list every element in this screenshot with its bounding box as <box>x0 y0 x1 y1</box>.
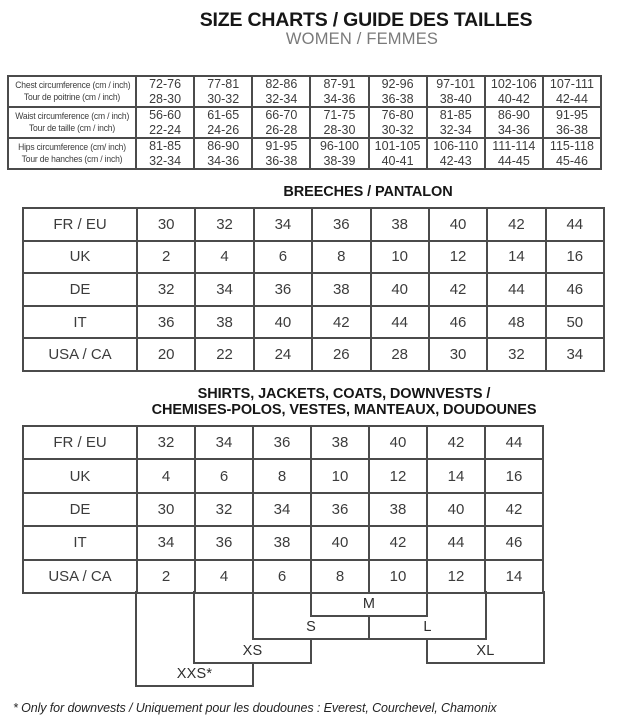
inch-range: 36-38 <box>555 122 588 137</box>
page-title: SIZE CHARTS / GUIDE DES TAILLES <box>199 9 533 31</box>
size-cell: 8 <box>311 560 369 593</box>
size-row-label: UK <box>23 459 137 492</box>
bracket-line-v <box>193 615 195 641</box>
size-cell: 38 <box>371 208 429 241</box>
size-cell: 50 <box>546 306 604 339</box>
size-cell: 4 <box>195 241 253 274</box>
size-cell: 6 <box>253 560 311 593</box>
size-cell: 42 <box>485 493 543 526</box>
size-cell: 36 <box>137 306 195 339</box>
size-row <box>23 560 543 593</box>
size-cell: 44 <box>546 208 604 241</box>
measurement-cell <box>543 107 601 138</box>
size-row <box>23 526 543 559</box>
inch-range: 32-34 <box>149 153 182 168</box>
size-cell: 34 <box>195 426 253 459</box>
cm-range: 91-95 <box>555 108 588 122</box>
size-brackets-diagram <box>0 592 624 690</box>
measurement-cell <box>252 107 310 138</box>
shirts-heading-line2: CHEMISES-POLOS, VESTES, MANTEAUX, DOUDOUNES <box>151 402 537 418</box>
size-cell: 12 <box>429 241 487 274</box>
bracket-line-v <box>310 638 312 664</box>
measurement-row-label <box>8 76 136 107</box>
size-cell: 28 <box>371 338 429 371</box>
size-cell: 10 <box>369 560 427 593</box>
size-cell: 14 <box>427 459 485 492</box>
size-cell: 44 <box>371 306 429 339</box>
measurement-cell <box>543 138 601 169</box>
measurement-cell <box>310 138 368 169</box>
inch-range: 32-34 <box>265 91 298 106</box>
size-cell: 6 <box>254 241 312 274</box>
size-cell: 30 <box>137 493 195 526</box>
size-row-label: FR / EU <box>23 426 137 459</box>
measurement-cell <box>194 138 252 169</box>
cm-range: 82-86 <box>265 77 298 91</box>
row-label-fr: Tour de taille (cm / inch) <box>28 122 116 134</box>
size-cell: 44 <box>485 426 543 459</box>
size-cell: 24 <box>254 338 312 371</box>
size-cell: 2 <box>137 241 195 274</box>
bracket-line-v <box>252 615 254 641</box>
size-row <box>23 273 604 306</box>
size-cell: 4 <box>137 459 195 492</box>
measurement-cell <box>310 107 368 138</box>
size-cell: 2 <box>137 560 195 593</box>
inch-range: 42-44 <box>555 91 588 106</box>
size-cell: 34 <box>195 273 253 306</box>
size-cell: 34 <box>254 208 312 241</box>
inch-range: 30-32 <box>207 91 240 106</box>
size-bracket-label-l: L <box>423 619 432 636</box>
measurement-cell <box>252 76 310 107</box>
size-cell: 22 <box>195 338 253 371</box>
size-row <box>23 208 604 241</box>
measurement-cell <box>543 76 601 107</box>
bracket-line-h <box>135 685 254 687</box>
size-cell: 40 <box>311 526 369 559</box>
measurement-cell <box>136 138 194 169</box>
size-row-label: IT <box>23 526 137 559</box>
size-cell: 48 <box>487 306 545 339</box>
inch-range: 36-38 <box>265 153 298 168</box>
cm-range: 81-85 <box>439 108 472 122</box>
size-cell: 40 <box>427 493 485 526</box>
measurement-cell <box>369 107 427 138</box>
size-cell: 38 <box>369 493 427 526</box>
size-row <box>23 338 604 371</box>
size-cell: 38 <box>195 306 253 339</box>
cm-range: 101-105 <box>374 139 421 153</box>
bracket-line-v <box>252 662 254 688</box>
cm-range: 66-70 <box>265 108 298 122</box>
bracket-line-v <box>252 591 254 617</box>
size-cell: 46 <box>485 526 543 559</box>
size-cell: 12 <box>369 459 427 492</box>
size-cell: 40 <box>371 273 429 306</box>
size-cell: 20 <box>137 338 195 371</box>
bracket-line-v <box>543 615 545 641</box>
cm-range: 97-101 <box>436 77 476 91</box>
footnote: * Only for downvests / Uniquement pour les doudounes : Everest, Courchevel, Chamonix <box>13 701 497 715</box>
size-cell: 44 <box>427 526 485 559</box>
measurement-cell <box>194 76 252 107</box>
size-cell: 32 <box>195 208 253 241</box>
cm-range: 96-100 <box>319 139 359 153</box>
size-bracket-label-xxs: XXS* <box>176 666 213 683</box>
row-label-en: Waist circumference (cm / inch) <box>15 110 130 122</box>
measurement-row <box>8 138 601 169</box>
inch-range: 22-24 <box>149 122 182 137</box>
bracket-line-v <box>135 662 137 688</box>
size-cell: 14 <box>487 241 545 274</box>
cm-range: 87-91 <box>323 77 356 91</box>
size-cell: 32 <box>137 426 195 459</box>
size-cell: 42 <box>487 208 545 241</box>
inch-range: 38-39 <box>323 153 356 168</box>
measurement-cell <box>136 107 194 138</box>
size-cell: 34 <box>137 526 195 559</box>
inch-range: 34-36 <box>207 153 240 168</box>
size-cell: 44 <box>487 273 545 306</box>
size-cell: 36 <box>195 526 253 559</box>
size-cell: 46 <box>546 273 604 306</box>
measurement-cell <box>485 76 543 107</box>
row-label-en: Hips circumference (cm/ inch) <box>18 141 126 153</box>
bracket-line-v <box>135 615 137 641</box>
size-cell: 40 <box>254 306 312 339</box>
shirts-heading-line1: SHIRTS, JACKETS, COATS, DOWNVESTS / <box>197 386 491 402</box>
shirts-table <box>22 425 544 594</box>
size-row <box>23 493 543 526</box>
inch-range: 24-26 <box>207 122 240 137</box>
measurement-row <box>8 76 601 107</box>
bracket-line-v <box>368 615 370 641</box>
size-row-label: USA / CA <box>23 338 137 371</box>
size-cell: 36 <box>312 208 370 241</box>
bracket-line-v <box>543 591 545 617</box>
size-cell: 30 <box>137 208 195 241</box>
measurement-row <box>8 107 601 138</box>
cm-range: 111-114 <box>492 139 536 153</box>
cm-range: 72-76 <box>149 77 182 91</box>
bracket-line-v <box>193 638 195 664</box>
size-row <box>23 426 543 459</box>
bracket-line-v <box>310 591 312 617</box>
cm-range: 86-90 <box>497 108 530 122</box>
measurement-cell <box>485 107 543 138</box>
size-cell: 34 <box>253 493 311 526</box>
inch-range: 36-38 <box>381 91 414 106</box>
size-cell: 46 <box>429 306 487 339</box>
size-bracket-label-xl: XL <box>476 642 495 659</box>
cm-range: 76-80 <box>381 108 414 122</box>
inch-range: 45-46 <box>555 153 588 168</box>
inch-range: 32-34 <box>439 122 472 137</box>
page-subtitle: WOMEN / FEMMES <box>285 30 439 48</box>
cm-range: 92-96 <box>381 77 414 91</box>
size-cell: 36 <box>253 426 311 459</box>
measurement-row-label <box>8 107 136 138</box>
size-cell: 38 <box>311 426 369 459</box>
size-cell: 36 <box>254 273 312 306</box>
cm-range: 91-95 <box>265 139 298 153</box>
size-bracket-label-xs: XS <box>242 642 263 659</box>
size-cell: 32 <box>195 493 253 526</box>
bracket-line-v <box>485 591 487 617</box>
size-cell: 10 <box>311 459 369 492</box>
size-cell: 42 <box>429 273 487 306</box>
size-cell: 36 <box>311 493 369 526</box>
cm-range: 56-60 <box>149 108 182 122</box>
cm-range: 77-81 <box>207 77 240 91</box>
measurement-cell <box>427 138 485 169</box>
size-row-label: UK <box>23 241 137 274</box>
inch-range: 44-45 <box>497 153 530 168</box>
size-cell: 16 <box>546 241 604 274</box>
cm-range: 107-111 <box>549 77 594 91</box>
measurement-cell <box>369 76 427 107</box>
measurement-cell <box>427 76 485 107</box>
row-label-fr: Tour de hanches (cm / inch) <box>21 153 123 165</box>
size-cell: 10 <box>371 241 429 274</box>
body-measurements-table <box>7 75 602 170</box>
size-cell: 16 <box>485 459 543 492</box>
size-row-label: IT <box>23 306 137 339</box>
shirts-heading <box>32 386 624 418</box>
size-cell: 42 <box>427 426 485 459</box>
size-cell: 26 <box>312 338 370 371</box>
size-cell: 42 <box>312 306 370 339</box>
measurement-cell <box>485 138 543 169</box>
size-cell: 6 <box>195 459 253 492</box>
size-row <box>23 241 604 274</box>
cm-range: 86-90 <box>207 139 240 153</box>
size-cell: 34 <box>546 338 604 371</box>
measurement-cell <box>369 138 427 169</box>
measurement-cell <box>194 107 252 138</box>
size-cell: 4 <box>195 560 253 593</box>
size-row-label: USA / CA <box>23 560 137 593</box>
size-cell: 14 <box>485 560 543 593</box>
cm-range: 106-110 <box>433 139 479 153</box>
inch-range: 28-30 <box>323 122 356 137</box>
bracket-line-h <box>426 662 545 664</box>
size-bracket-label-s: S <box>306 619 316 636</box>
bracket-line-v <box>485 615 487 641</box>
size-row <box>23 459 543 492</box>
measurement-row-label <box>8 138 136 169</box>
size-bracket-label-m: M <box>362 595 376 612</box>
row-label-en: Chest circumference (cm / inch) <box>15 79 131 91</box>
bracket-line-v <box>135 591 137 617</box>
measurement-cell <box>252 138 310 169</box>
size-cell: 8 <box>253 459 311 492</box>
size-row-label: FR / EU <box>23 208 137 241</box>
inch-range: 40-42 <box>497 91 530 106</box>
size-cell: 40 <box>369 426 427 459</box>
measurement-cell <box>136 76 194 107</box>
inch-range: 28-30 <box>149 91 182 106</box>
size-cell: 8 <box>312 241 370 274</box>
cm-range: 102-106 <box>490 77 537 91</box>
cm-range: 81-85 <box>149 139 182 153</box>
inch-range: 34-36 <box>497 122 530 137</box>
size-cell: 32 <box>487 338 545 371</box>
size-row-label: DE <box>23 273 137 306</box>
size-cell: 32 <box>137 273 195 306</box>
inch-range: 42-43 <box>439 153 472 168</box>
measurement-cell <box>310 76 368 107</box>
size-cell: 30 <box>429 338 487 371</box>
size-cell: 42 <box>369 526 427 559</box>
inch-range: 40-41 <box>381 153 414 168</box>
bracket-line-v <box>426 591 428 617</box>
bracket-line-v <box>426 638 428 664</box>
breeches-table <box>22 207 605 372</box>
size-row-label: DE <box>23 493 137 526</box>
inch-range: 26-28 <box>265 122 298 137</box>
cm-range: 71-75 <box>323 108 356 122</box>
size-row <box>23 306 604 339</box>
measurement-cell <box>427 107 485 138</box>
cm-range: 61-65 <box>207 108 240 122</box>
size-cell: 38 <box>312 273 370 306</box>
size-cell: 40 <box>429 208 487 241</box>
size-cell: 12 <box>427 560 485 593</box>
bracket-line-v <box>543 638 545 664</box>
row-label-fr: Tour de poitrine (cm / inch) <box>23 91 121 103</box>
inch-range: 30-32 <box>381 122 414 137</box>
inch-range: 34-36 <box>323 91 356 106</box>
cm-range: 115-118 <box>549 139 594 153</box>
inch-range: 38-40 <box>439 91 472 106</box>
size-cell: 38 <box>253 526 311 559</box>
bracket-line-v <box>193 591 195 617</box>
breeches-heading: BREECHES / PANTALON <box>283 184 453 200</box>
bracket-line-v <box>135 638 137 664</box>
